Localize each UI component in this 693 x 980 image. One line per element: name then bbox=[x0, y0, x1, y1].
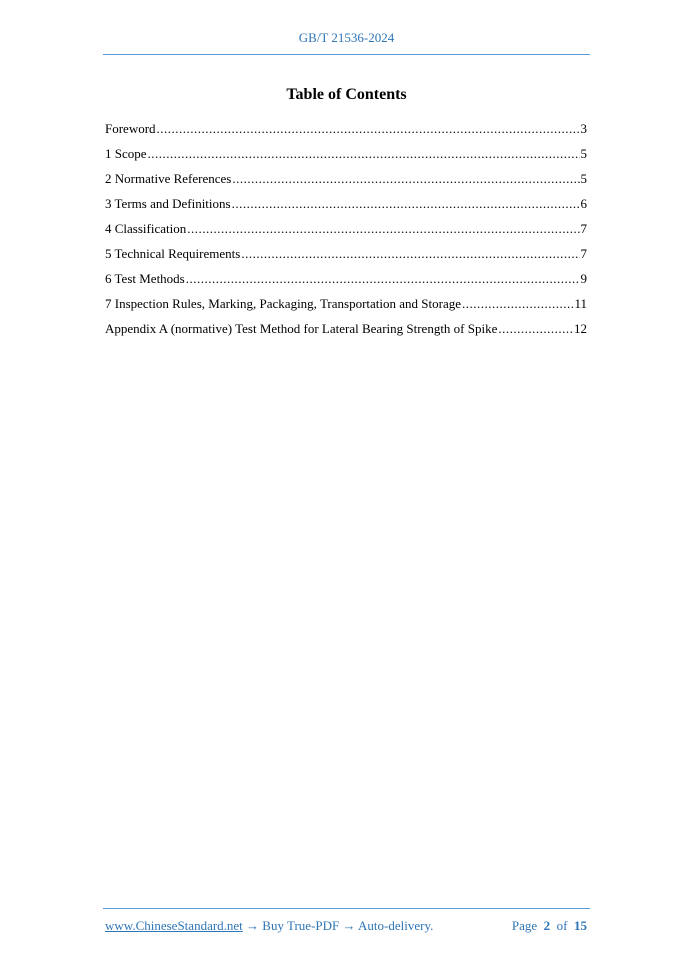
toc-entry-page: 12 bbox=[574, 321, 587, 336]
toc-entry-label: 7 Inspection Rules, Marking, Packaging, Transportation and Storage bbox=[105, 296, 462, 311]
toc-entry-page: 7 bbox=[580, 221, 587, 236]
toc-entry-page: 5 bbox=[580, 171, 587, 186]
toc-leader-dots bbox=[157, 120, 580, 138]
toc-entry-label: 5 Technical Requirements bbox=[105, 246, 241, 261]
header-divider bbox=[103, 54, 590, 55]
toc-entry-appendix-a[interactable] bbox=[105, 320, 587, 345]
toc-entry-classification[interactable] bbox=[105, 220, 587, 245]
toc-entry-technical-requirements[interactable] bbox=[105, 245, 587, 270]
toc-leader-dots bbox=[241, 245, 579, 263]
toc-entry-label: 4 Classification bbox=[105, 221, 187, 236]
toc-entry-page: 9 bbox=[580, 271, 587, 286]
toc-entry-label: 6 Test Methods bbox=[105, 271, 185, 286]
toc-leader-dots bbox=[498, 320, 573, 338]
of-word: of bbox=[556, 918, 568, 933]
toc-entry-page: 7 bbox=[580, 246, 587, 261]
website-link[interactable]: www.ChineseStandard.net bbox=[105, 918, 243, 933]
footer-promo bbox=[105, 918, 433, 934]
page-word: Page bbox=[511, 918, 538, 933]
toc-entry-page: 5 bbox=[580, 146, 587, 161]
current-page-number: 2 bbox=[543, 918, 551, 933]
toc-entry-scope[interactable] bbox=[105, 145, 587, 170]
toc-entry-test-methods[interactable] bbox=[105, 270, 587, 295]
toc-leader-dots bbox=[232, 170, 579, 188]
toc-leader-dots bbox=[462, 295, 573, 313]
toc-entry-label: 2 Normative References bbox=[105, 171, 232, 186]
toc-leader-dots bbox=[187, 220, 579, 238]
toc-entry-page: 11 bbox=[574, 296, 587, 311]
page-footer bbox=[105, 918, 587, 934]
toc-leader-dots bbox=[186, 270, 580, 288]
toc-entry-terms-definitions[interactable] bbox=[105, 195, 587, 220]
toc-entry-inspection-rules[interactable] bbox=[105, 295, 587, 320]
arrow-right-icon: → bbox=[342, 918, 356, 933]
toc-leader-dots bbox=[232, 195, 580, 213]
toc-entry-label: Foreword bbox=[105, 121, 156, 136]
footer-divider bbox=[103, 908, 590, 909]
auto-delivery-text: Auto-delivery. bbox=[358, 918, 434, 933]
page-number-indicator bbox=[512, 918, 587, 934]
total-pages-number: 15 bbox=[574, 918, 587, 933]
buy-true-pdf-text: Buy True-PDF bbox=[262, 918, 340, 933]
toc-entry-foreword[interactable] bbox=[105, 120, 587, 145]
toc-entry-page: 6 bbox=[580, 196, 587, 211]
toc-leader-dots bbox=[148, 145, 580, 163]
toc-entry-page: 3 bbox=[580, 121, 587, 136]
toc-entry-label: 1 Scope bbox=[105, 146, 147, 161]
document-code-header: GB/T 21536-2024 bbox=[298, 30, 395, 45]
toc-entry-label: Appendix A (normative) Test Method for Lateral Bearing Strength of Spike bbox=[105, 321, 498, 336]
toc-title: Table of Contents bbox=[286, 86, 407, 103]
toc-entry-label: 3 Terms and Definitions bbox=[105, 196, 231, 211]
arrow-right-icon: → bbox=[246, 918, 260, 933]
toc-entry-normative-references[interactable] bbox=[105, 170, 587, 195]
table-of-contents bbox=[105, 120, 587, 345]
